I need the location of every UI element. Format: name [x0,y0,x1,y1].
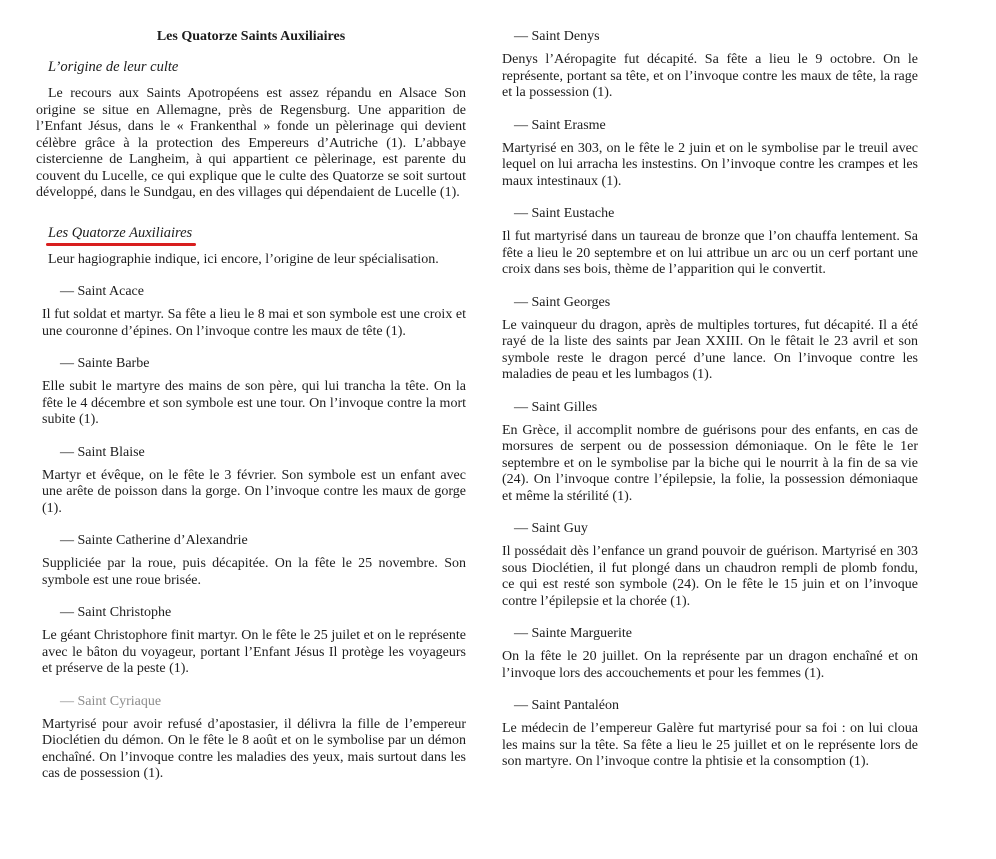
saint-description: On la fête le 20 juillet. On la représente par un dragon enchaîné et on l’invoque lors des accouchements et pour les femmes (1). [502,649,918,681]
saint-description: Le médecin de l’empereur Galère fut martyrisé pour sa foi : on lui cloua les mains sur la tête. Sa fête a lieu le 25 juillet et on le représente lors de son martyre. On l’invoque contre la phtisie et la consomption (1). [502,721,918,769]
saint-description: Martyrisé pour avoir refusé d’apostasier, il délivra la fille de l’empereur Dioclétien du démon. On le fête le 8 août et on le symbolise par un démon enchaîné. On l’invoque contre les maladies des yeux, mais surtout dans les cas de possession (1). [42,716,466,781]
saint-entry [494,117,918,191]
saint-name: — Saint Guy [514,521,588,536]
list-heading [48,224,192,242]
saint-entry [494,28,918,102]
saint-description: Elle subit le martyre des mains de son père, qui lui trancha la tête. On la fête le 4 décembre et son symbole est une tour. On l’invoque contre la mort subite (1). [42,379,466,427]
saint-description: Le géant Christophore finit martyr. On le fête le 25 juilet et on le représente avec le bâton du voyageur, portant l’Enfant Jésus Il protège les voyageurs et préserve de la peste (1). [42,628,466,676]
right-column [494,0,918,771]
list-heading-text: Les Quatorze Auxiliaires [48,224,193,241]
list-intro-paragraph: Leur hagiographie indique, ici encore, l’origine de leur spécialisation. [48,251,439,267]
saint-entry [36,444,466,518]
saint-entry [494,399,918,506]
saint-name: — Sainte Catherine d’Alexandrie [60,533,248,548]
saint-name: — Saint Blaise [60,444,145,460]
saint-name: — Saint Denys [514,29,600,44]
saint-name: — Saint Georges [514,294,611,310]
origin-heading: L’origine de leur culte [48,59,179,75]
saint-name: — Sainte Barbe [60,356,150,371]
saint-description: Martyrisé en 303, on le fête le 2 juin et on le symbolise par le treuil avec lequel on lui arracha les instestins. On l’invoque contre les crampes et les maux intestinaux (1). [502,140,918,189]
saint-entry [36,532,466,589]
saint-entry [494,625,918,682]
red-underline [46,243,196,246]
origin-paragraph: Le recours aux Saints Apotropéens est assez répandu en Alsace Son origine se situe en Allemagne, près de Regensburg. Une apparition de l’Enfant Jésus, dans le « Frankenthal » fonde un pèlerinage qui devient célèbre grâce à la protection des Empereurs d’Autriche (1). L’abbaye cistercienne de Langheim, à qui appartient ce pèlerinage, est parente du couvent du Lucelle, ce qui explique que le culte des Quatorze se soit surtout développé, dans le Sundgau, en des villages qui dépendaient de Lucelle (1). [36,86,466,200]
saint-name: — Saint Eustache [514,206,615,221]
saint-name: — Saint Cyriaque [60,693,162,709]
page-title: Les Quatorze Saints Auxiliaires [156,29,346,44]
saint-name: — Saint Acace [60,284,144,299]
saint-description: Martyr et évêque, on le fête le 3 février. Son symbole est un enfant avec une arête de poisson dans la gorge. On l’invoque contre les maux de gorge (1). [42,467,466,516]
saint-entry [494,205,918,279]
saint-description: Il possédait dès l’enfance un grand pouvoir de guérison. Martyrisé en 303 sous Dioclétien, il fut plongé dans un chaudron rempli de plomb fondu, ce qui est resté son symbole (24). On le fête le 15 juin et on l’invoque contre l’épilepsie et la chorée (1). [502,544,918,609]
saint-name: — Saint Pantaléon [514,698,619,713]
saint-description: Suppliciée par la roue, puis décapitée. On la fête le 25 novembre. Son symbole est une roue brisée. [42,556,466,588]
saint-entry [36,283,466,340]
saint-entry [494,520,918,610]
saint-entry [36,693,466,783]
saint-name: — Saint Erasme [514,117,606,133]
saint-description: Denys l’Aéropagite fut décapité. Sa fête a lieu le 9 octobre. On le représente, portant sa tête, et on l’invoque contre les maux de tête, la rage et la possession (1). [502,52,918,100]
list-heading-wrap [36,212,466,242]
saint-name: — Saint Christophe [60,605,172,620]
saint-description: Il fut martyrisé dans un taureau de bronze que l’on chauffa lentement. Sa fête a lieu le 20 septembre et on lui attribue un arc ou un cerf portant une croix dans ses bois, thème de l’apparition qui le convertit. [502,229,918,277]
saint-description: Il fut soldat et martyr. Sa fête a lieu le 8 mai et son symbole est une croix et une couronne d’épines. On l’invoque contre les maux de tête (1). [42,307,466,339]
saint-description: Le vainqueur du dragon, après de multiples tortures, fut décapité. Il a été rayé de la liste des saints par Jean XXIII. On le fêtait le 23 avril et son symbole reste le dragon percé d’une lance. On l’invoque contre les maladies de peau et les lumbagos (1). [502,317,918,382]
saint-name: — Saint Gilles [514,399,598,415]
saint-entry [494,697,918,771]
saint-entry [36,604,466,678]
saint-description: En Grèce, il accomplit nombre de guérisons pour des enfants, en cas de morsures de serpent ou de possession démoniaque. On le fête le 1er septembre et on le symbolise par la biche qui le nourrit à la fin de sa vie (24). On l’invoque contre l’épilepsie, la folie, la possession démoniaque et même la stérilité (1). [502,422,918,504]
saint-entry [494,294,918,384]
left-column [36,0,466,783]
saint-entry [36,355,466,429]
saint-name: — Sainte Marguerite [514,626,632,641]
